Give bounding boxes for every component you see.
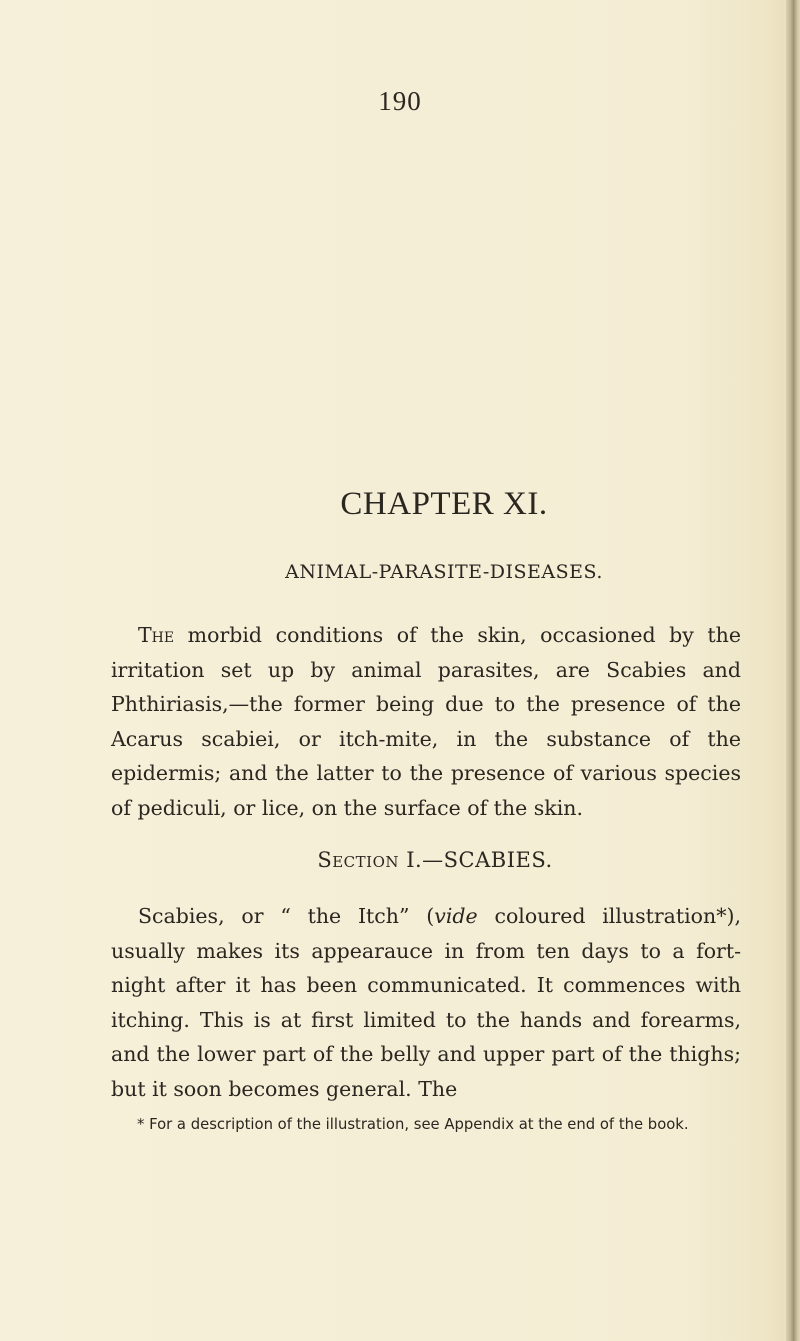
scabies-italic-vide: vide (434, 904, 478, 928)
chapter-subtitle: ANIMAL-PARASITE-DISEASES. (285, 561, 603, 583)
section-label: Section (317, 848, 400, 872)
intro-lead-word: The (138, 623, 175, 647)
scabies-text-after: coloured illustration*), usually makes its appearauce in from ten days to a fort-night after it has been communicated. It commences with itching. This is at first limited to the hands and forearms, and the lower part of the belly and upper part of the thighs; but it soon becomes general. The (111, 904, 741, 1101)
page-binding-edge (786, 0, 800, 1341)
footnote-text: * For a description of the illustration, see Appendix at the end of the book. (137, 1116, 689, 1133)
intro-paragraph (111, 618, 741, 826)
section-heading (0, 848, 800, 872)
page-number: 190 (378, 86, 422, 116)
chapter-title: CHAPTER XI. (340, 486, 548, 522)
scabies-paragraph (111, 899, 741, 1107)
footnote (111, 1114, 741, 1136)
section-title: I.—SCABIES. (399, 848, 553, 872)
scabies-text-before: Scabies, or “ the Itch” ( (138, 904, 435, 928)
intro-paragraph-text: morbid conditions of the skin, occasioned by the irritation set up by animal parasites, are Scabies and Phthiriasis,—the former being due to the presence of the Acarus scabiei, or itch-mite, in the substance of the epidermis; and the latter to the presence of various species of pediculi, or lice, on the surface of the skin. (111, 623, 741, 820)
